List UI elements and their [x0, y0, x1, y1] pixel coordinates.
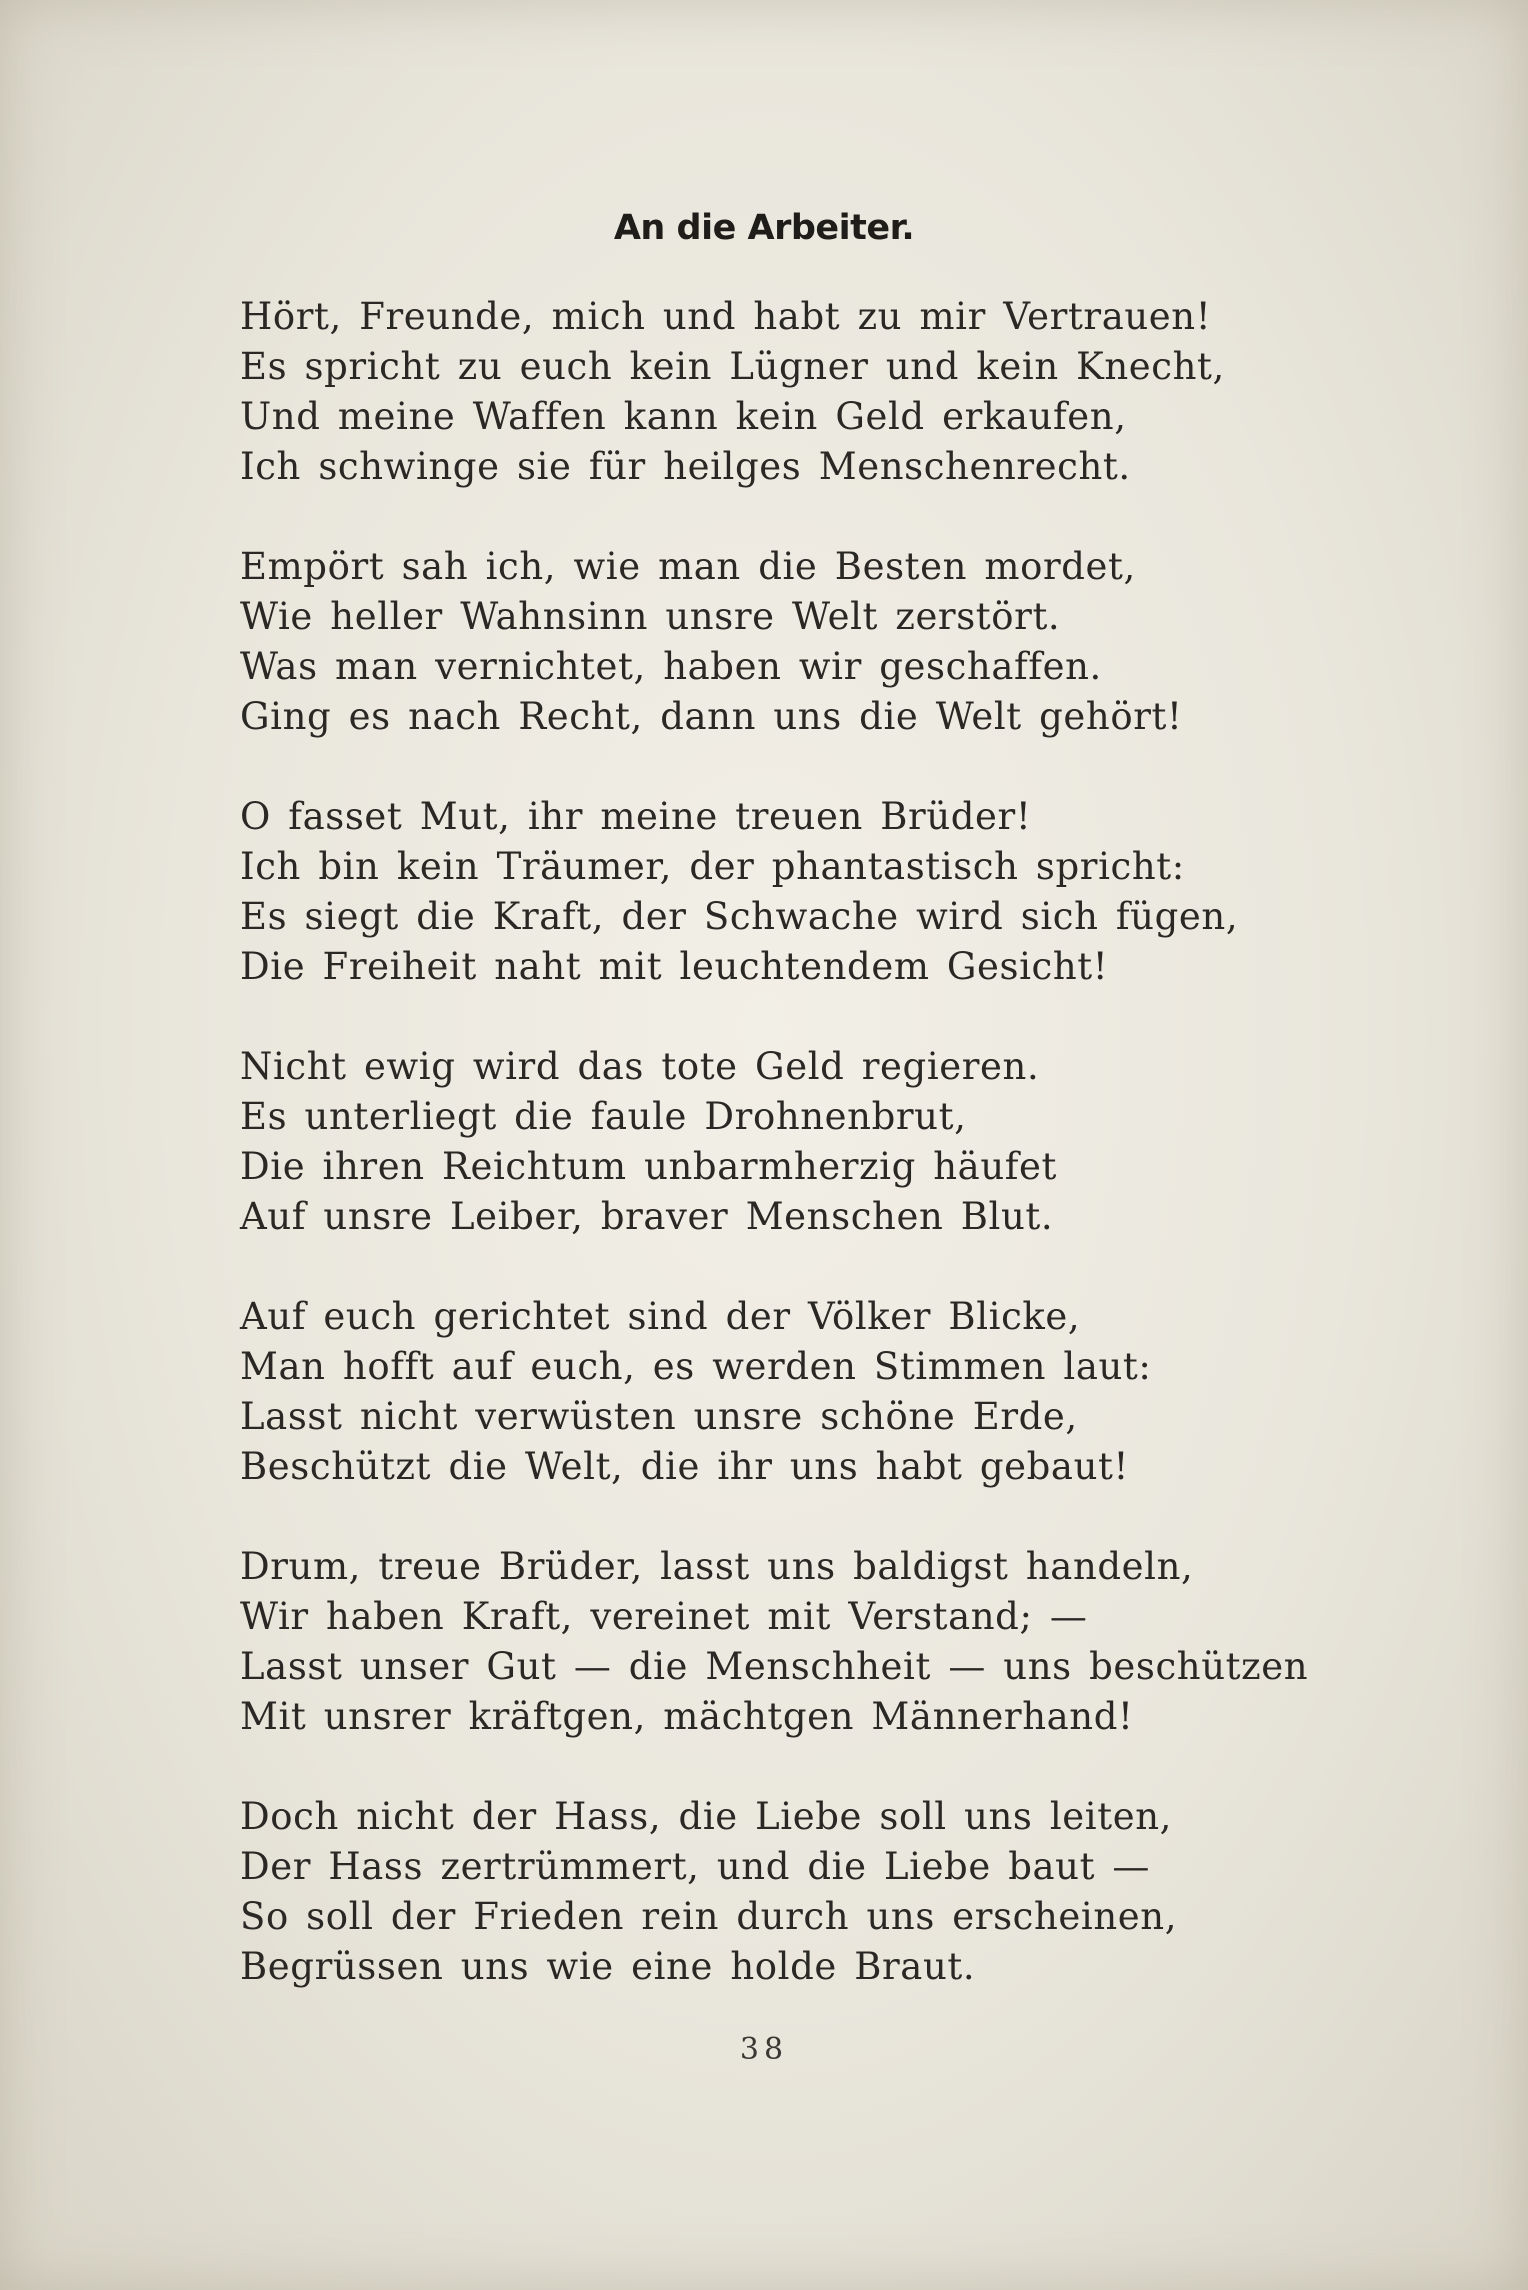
stanza-1: [240, 292, 1300, 492]
poem-line: Ging es nach Recht, dann uns die Welt gehört!: [240, 695, 1183, 738]
poem-line: Auf unsre Leiber, braver Menschen Blut.: [240, 1195, 1054, 1238]
poem-line: Es spricht zu euch kein Lügner und kein Knecht,: [240, 345, 1225, 388]
poem-line: Lasst unser Gut — die Menschheit — uns beschützen: [240, 1645, 1309, 1688]
poem-line: Auf euch gerichtet sind der Völker Blicke,: [240, 1295, 1081, 1338]
poem-line: Wie heller Wahnsinn unsre Welt zerstört.: [240, 595, 1061, 638]
poem-line: Wir haben Kraft, vereinet mit Verstand; —: [240, 1595, 1088, 1638]
poem-line: Ich schwinge sie für heilges Menschenrecht.: [240, 445, 1131, 488]
poem-line: Drum, treue Brüder, lasst uns baldigst handeln,: [240, 1545, 1194, 1588]
poem-line: Man hofft auf euch, es werden Stimmen laut:: [240, 1345, 1152, 1388]
poem-line: Es siegt die Kraft, der Schwache wird sich fügen,: [240, 895, 1239, 938]
poem-line: Nicht ewig wird das tote Geld regieren.: [240, 1045, 1040, 1088]
poem-line: Die Freiheit naht mit leuchtendem Gesicht!: [240, 945, 1109, 988]
page-number: 38: [739, 2032, 789, 2067]
stanza-5: [240, 1292, 1300, 1492]
stanza-7: [240, 1792, 1300, 1992]
poem-line: Und meine Waffen kann kein Geld erkaufen,: [240, 395, 1127, 438]
poem-line: Es unterliegt die faule Drohnenbrut,: [240, 1095, 967, 1138]
stanza-3: [240, 792, 1300, 992]
poem-line: Ich bin kein Träumer, der phantastisch spricht:: [240, 845, 1185, 888]
poem-line: Die ihren Reichtum unbarmherzig häufet: [240, 1145, 1058, 1188]
poem-line: Was man vernichtet, haben wir geschaffen.: [240, 645, 1102, 688]
poem-title: An die Arbeiter.: [613, 208, 915, 248]
poem-line: So soll der Frieden rein durch uns erscheinen,: [240, 1895, 1178, 1938]
poem-line: Der Hass zertrümmert, und die Liebe baut —: [240, 1845, 1151, 1888]
poem-line: O fasset Mut, ihr meine treuen Brüder!: [240, 795, 1032, 838]
poem-line: Beschützt die Welt, die ihr uns habt gebaut!: [240, 1445, 1129, 1488]
poem-line: Empört sah ich, wie man die Besten mordet,: [240, 545, 1136, 588]
stanza-6: [240, 1542, 1309, 1742]
poem-line: Doch nicht der Hass, die Liebe soll uns leiten,: [240, 1795, 1172, 1838]
stanza-4: [240, 1042, 1300, 1242]
poem-line: Lasst nicht verwüsten unsre schöne Erde,: [240, 1395, 1078, 1438]
stanza-2: [240, 542, 1300, 742]
poem-line: Hört, Freunde, mich und habt zu mir Vertrauen!: [240, 295, 1212, 338]
poem-line: Begrüssen uns wie eine holde Braut.: [240, 1945, 976, 1988]
poem-line: Mit unsrer kräftgen, mächtgen Männerhand!: [240, 1695, 1134, 1738]
poem-body: [240, 292, 1309, 2042]
